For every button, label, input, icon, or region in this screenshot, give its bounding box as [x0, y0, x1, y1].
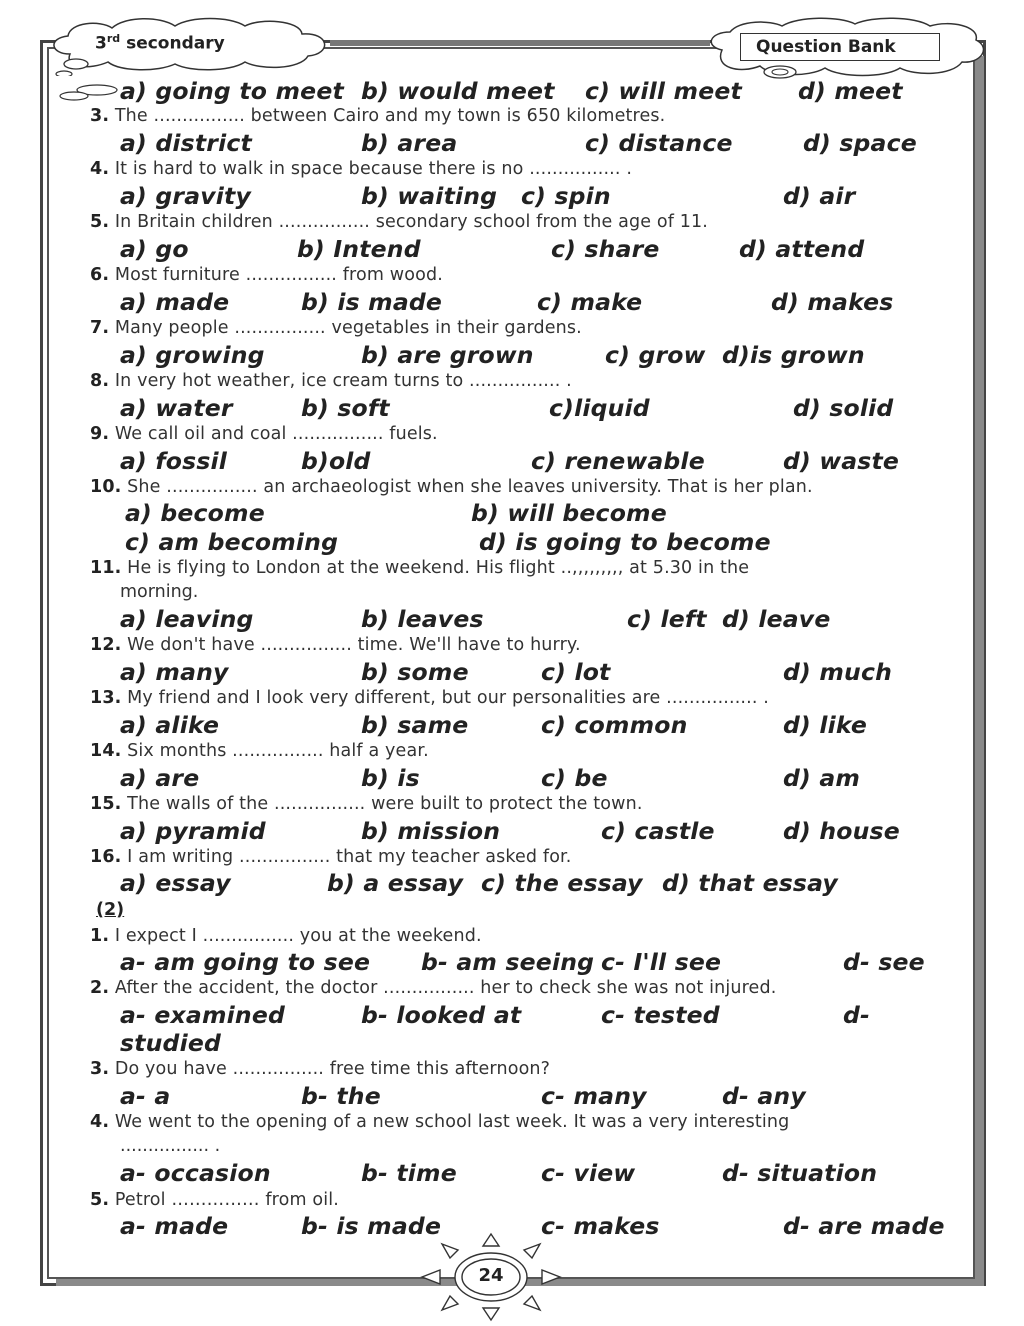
option: c) the essay: [481, 869, 643, 897]
option: a- examined: [120, 1001, 285, 1029]
option: a) essay: [120, 869, 231, 897]
option: a) going to meet: [120, 77, 344, 105]
option: b- looked at: [361, 1001, 522, 1029]
option: d) meet: [798, 77, 903, 105]
option: a) fossil: [120, 447, 228, 475]
option: c) make: [537, 288, 643, 316]
option: c- many: [541, 1082, 647, 1110]
option: c) will meet: [585, 77, 742, 105]
option-continued: studied: [120, 1029, 221, 1057]
option: b- time: [361, 1159, 457, 1187]
option: d- are made: [783, 1212, 945, 1240]
question-stem: 6. Most furniture ................ from wood.: [90, 265, 443, 285]
option: b) soft: [301, 394, 390, 422]
option: d) solid: [793, 394, 894, 422]
question-stem: 10. She ................ an archaeologist when she leaves university. That is her plan.: [90, 477, 813, 497]
option: a) many: [120, 658, 229, 686]
question-stem: 13. My friend and I look very different, but our personalities are ................ .: [90, 688, 769, 708]
option: c) share: [551, 235, 660, 263]
question-stem: 11. He is flying to London at the weekend. His flight ..,,,,,,,,, at 5.30 in the: [90, 558, 750, 578]
option: b) is made: [301, 288, 443, 316]
question-stem: 5. Petrol …………… from oil.: [90, 1190, 339, 1210]
option: c) distance: [585, 129, 733, 157]
question-stem: 9. We call oil and coal ................ fuels.: [90, 424, 438, 444]
option: b) Intend: [297, 235, 421, 263]
option: b) mission: [361, 817, 501, 845]
option: d-: [843, 1001, 870, 1029]
option: c- tested: [601, 1001, 720, 1029]
question-stem: 4. It is hard to walk in space because there is no ................ .: [90, 159, 633, 179]
grade-label: 3rd secondary: [95, 32, 225, 54]
option: b) waiting: [361, 182, 498, 210]
option: b) leaves: [361, 605, 484, 633]
option: c) am becoming: [125, 528, 339, 556]
option: b- am seeing: [421, 948, 595, 976]
question-stem: 7. Many people ................ vegetables in their gardens.: [90, 318, 582, 338]
option: b) a essay: [327, 869, 464, 897]
question-stem: 15. The walls of the ................ were built to protect the town.: [90, 794, 643, 814]
option: d) is going to become: [479, 528, 771, 556]
option: b)old: [301, 447, 371, 475]
option: b) will become: [471, 499, 667, 527]
question-stem: 3. The ................ between Cairo and my town is 650 kilometres.: [90, 106, 666, 126]
option: a) leaving: [120, 605, 254, 633]
option: c- makes: [541, 1212, 660, 1240]
question-stem-continued: ................ .: [120, 1136, 221, 1156]
option: c) be: [541, 764, 608, 792]
option: b) is: [361, 764, 420, 792]
option: d) much: [783, 658, 893, 686]
option: a- occasion: [120, 1159, 271, 1187]
option: d) leave: [722, 605, 831, 633]
option: a) water: [120, 394, 233, 422]
option: d- situation: [722, 1159, 878, 1187]
option: d) air: [783, 182, 856, 210]
option: d- see: [843, 948, 925, 976]
option: a) pyramid: [120, 817, 266, 845]
option: a) are: [120, 764, 200, 792]
option: b- the: [301, 1082, 381, 1110]
question-stem: 5. In Britain children ................ secondary school from the age of 11.: [90, 212, 709, 232]
option: c) renewable: [531, 447, 705, 475]
question-stem: 16. I am writing ................ that my teacher asked for.: [90, 847, 572, 867]
option: a) go: [120, 235, 189, 263]
option: c) grow: [605, 341, 706, 369]
option: c) common: [541, 711, 688, 739]
question-stem-continued: morning.: [120, 582, 199, 602]
question-stem: 3. Do you have ................ free time this afternoon?: [90, 1059, 551, 1079]
option: a- a: [120, 1082, 171, 1110]
option: d)is grown: [722, 341, 865, 369]
option: a) become: [125, 499, 265, 527]
question-stem: 12. We don't have ................ time. We'll have to hurry.: [90, 635, 581, 655]
section-heading: (2): [96, 900, 125, 920]
page-number: 24: [478, 1265, 504, 1286]
option: b) would meet: [361, 77, 555, 105]
option: c) castle: [601, 817, 715, 845]
option: a) made: [120, 288, 230, 316]
option: b) area: [361, 129, 458, 157]
option: d) attend: [739, 235, 865, 263]
option: a) growing: [120, 341, 265, 369]
option: d) space: [803, 129, 917, 157]
option: b) same: [361, 711, 469, 739]
question-stem: 4. We went to the opening of a new school last week. It was a very interesting: [90, 1112, 790, 1132]
option: d) house: [783, 817, 900, 845]
option: d) waste: [783, 447, 900, 475]
question-stem: 1. I expect I ................ you at the weekend.: [90, 926, 482, 946]
option: d) makes: [771, 288, 894, 316]
option: d) am: [783, 764, 861, 792]
option: c)liquid: [549, 394, 650, 422]
option: a) gravity: [120, 182, 251, 210]
option: d) that essay: [662, 869, 838, 897]
option: a) district: [120, 129, 252, 157]
option: a- am going to see: [120, 948, 371, 976]
option: a) alike: [120, 711, 220, 739]
option: c) lot: [541, 658, 611, 686]
option: b- is made: [301, 1212, 442, 1240]
option: a- made: [120, 1212, 229, 1240]
option: c- I'll see: [601, 948, 722, 976]
question-stem: 2. After the accident, the doctor ................ her to check she was not injured.: [90, 978, 777, 998]
header-title: Question Bank: [756, 37, 896, 57]
option: c) left: [627, 605, 707, 633]
option: c) spin: [521, 182, 611, 210]
option: d) like: [783, 711, 867, 739]
question-stem: 14. Six months ................ half a year.: [90, 741, 429, 761]
option: b) some: [361, 658, 469, 686]
option: d- any: [722, 1082, 806, 1110]
option: c- view: [541, 1159, 636, 1187]
option: b) are grown: [361, 341, 534, 369]
question-stem: 8. In very hot weather, ice cream turns to ................ .: [90, 371, 572, 391]
